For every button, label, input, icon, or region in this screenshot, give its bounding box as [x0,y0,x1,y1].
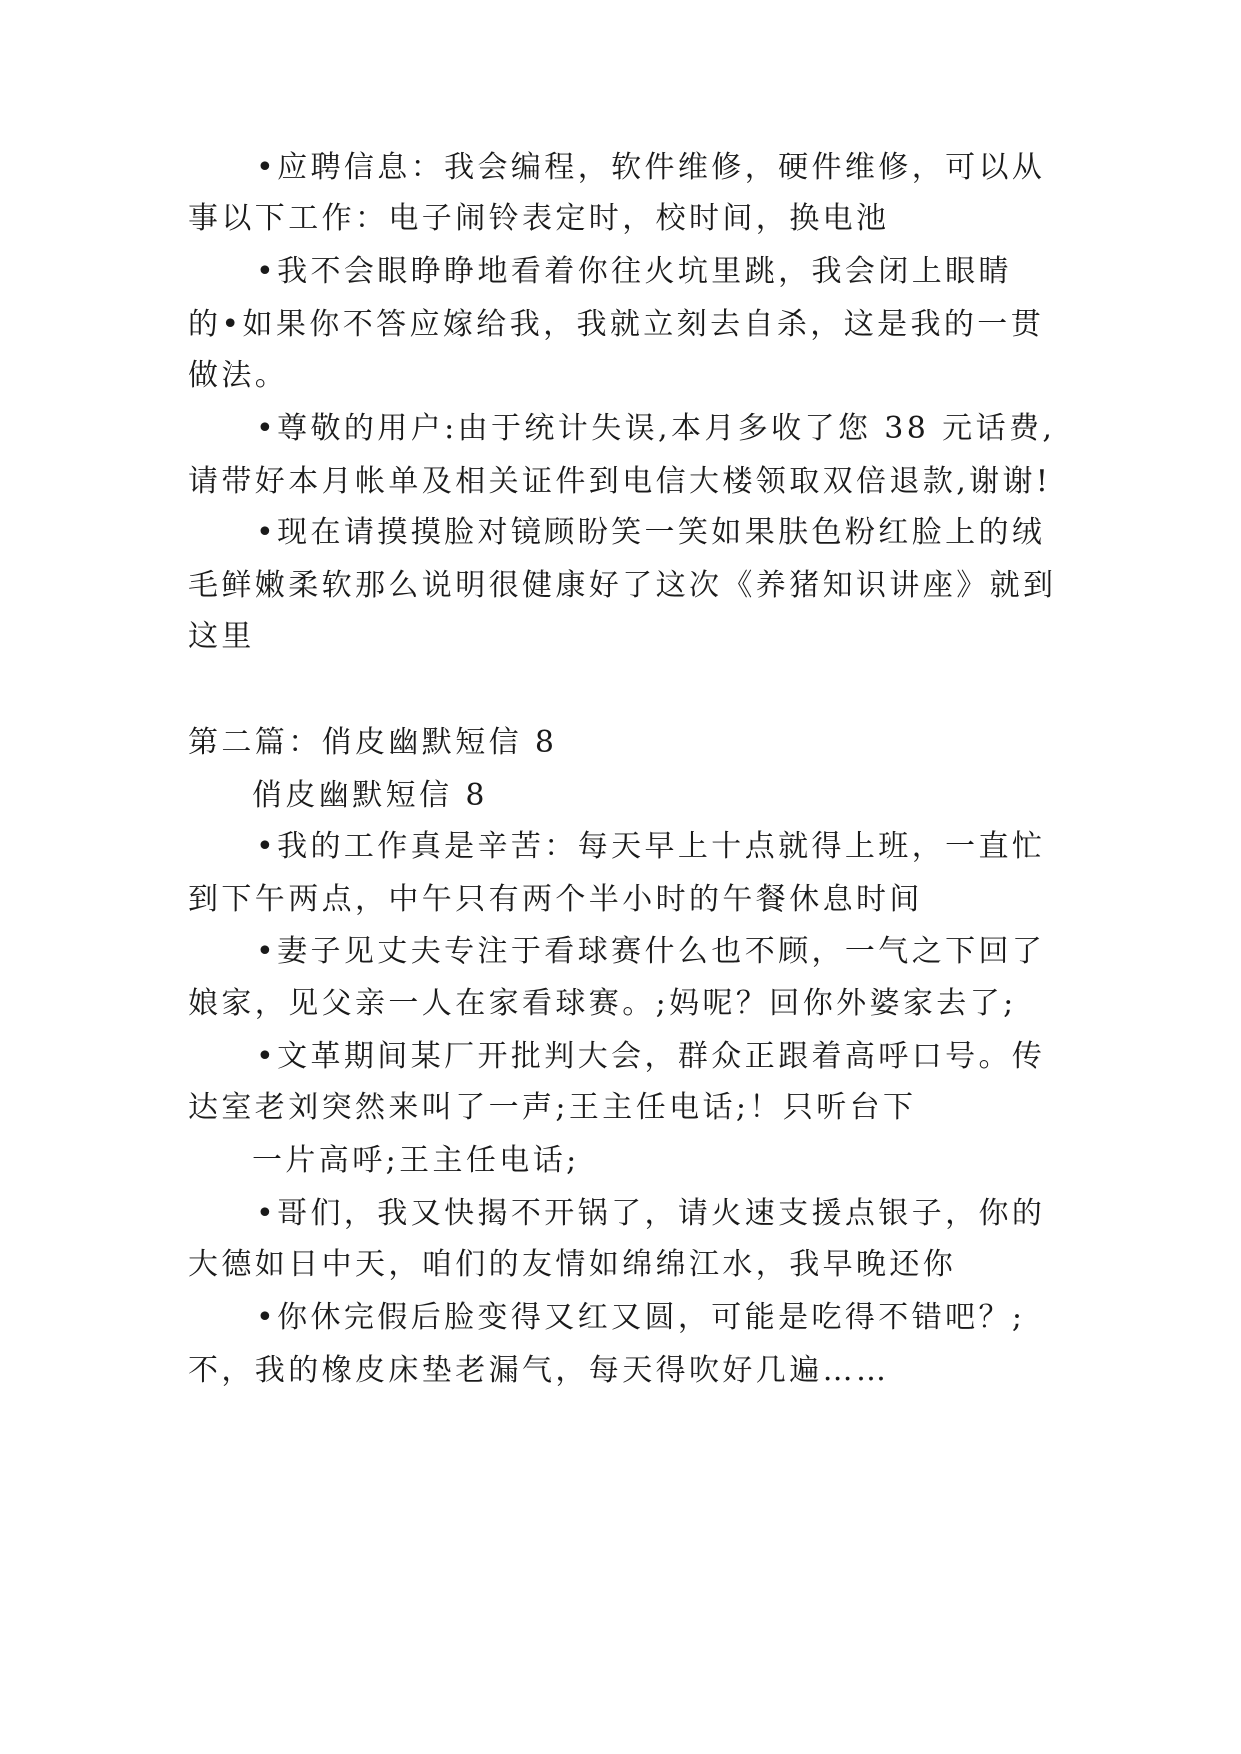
paragraph-line: 毛鲜嫩柔软那么说明很健康好了这次《养猪知识讲座》就到 [188,568,1057,603]
paragraph-line: •你休完假后脸变得又红又圆，可能是吃得不错吧？; [256,1300,1026,1335]
paragraph-line: 的•如果你不答应嫁给我，我就立刻去自杀，这是我的一贯 [188,307,1045,342]
paragraph-line: •现在请摸摸脸对镜顾盼笑一笑如果肤色粉红脸上的绒 [256,515,1046,550]
paragraph-line: 达室老刘突然来叫了一声;王主任电话;！只听台下 [188,1090,917,1125]
paragraph-line: 事以下工作：电子闹铃表定时，校时间，换电池 [188,201,890,236]
paragraph-line: 不，我的橡皮床垫老漏气，每天得吹好几遍…… [188,1353,890,1388]
paragraph-line: 做法。 [188,358,289,393]
paragraph-line: •文革期间某厂开批判大会，群众正跟着高呼口号。传 [256,1039,1046,1074]
paragraph-line: 到下午两点，中午只有两个半小时的午餐休息时间 [188,882,923,917]
paragraph-line: •应聘信息：我会编程，软件维修，硬件维修，可以从 [256,150,1046,185]
paragraph-line: 一片高呼;王主任电话; [252,1143,580,1178]
paragraph-line: •我不会眼睁睁地看着你往火坑里跳，我会闭上眼睛 [256,254,1012,289]
paragraph-line: •尊敬的用户:由于统计失误,本月多收了您 38 元话费, [256,411,1056,446]
paragraph-line: •哥们，我又快揭不开锅了，请火速支援点银子，你的 [256,1196,1046,1231]
section-heading: 第二篇：俏皮幽默短信 8 [188,725,558,760]
paragraph-line: •妻子见丈夫专注于看球赛什么也不顾，一气之下回了 [256,934,1046,969]
paragraph-line: 娘家，见父亲一人在家看球赛。;妈呢？回你外婆家去了; [188,986,1017,1021]
paragraph-line: •我的工作真是辛苦：每天早上十点就得上班，一直忙 [256,829,1046,864]
paragraph-line: 这里 [188,619,255,654]
paragraph-line: 请带好本月帐单及相关证件到电信大楼领取双倍退款,谢谢! [188,464,1052,499]
paragraph-line: 大德如日中天，咱们的友情如绵绵江水，我早晚还你 [188,1247,957,1282]
section-subheading: 俏皮幽默短信 8 [252,778,488,813]
